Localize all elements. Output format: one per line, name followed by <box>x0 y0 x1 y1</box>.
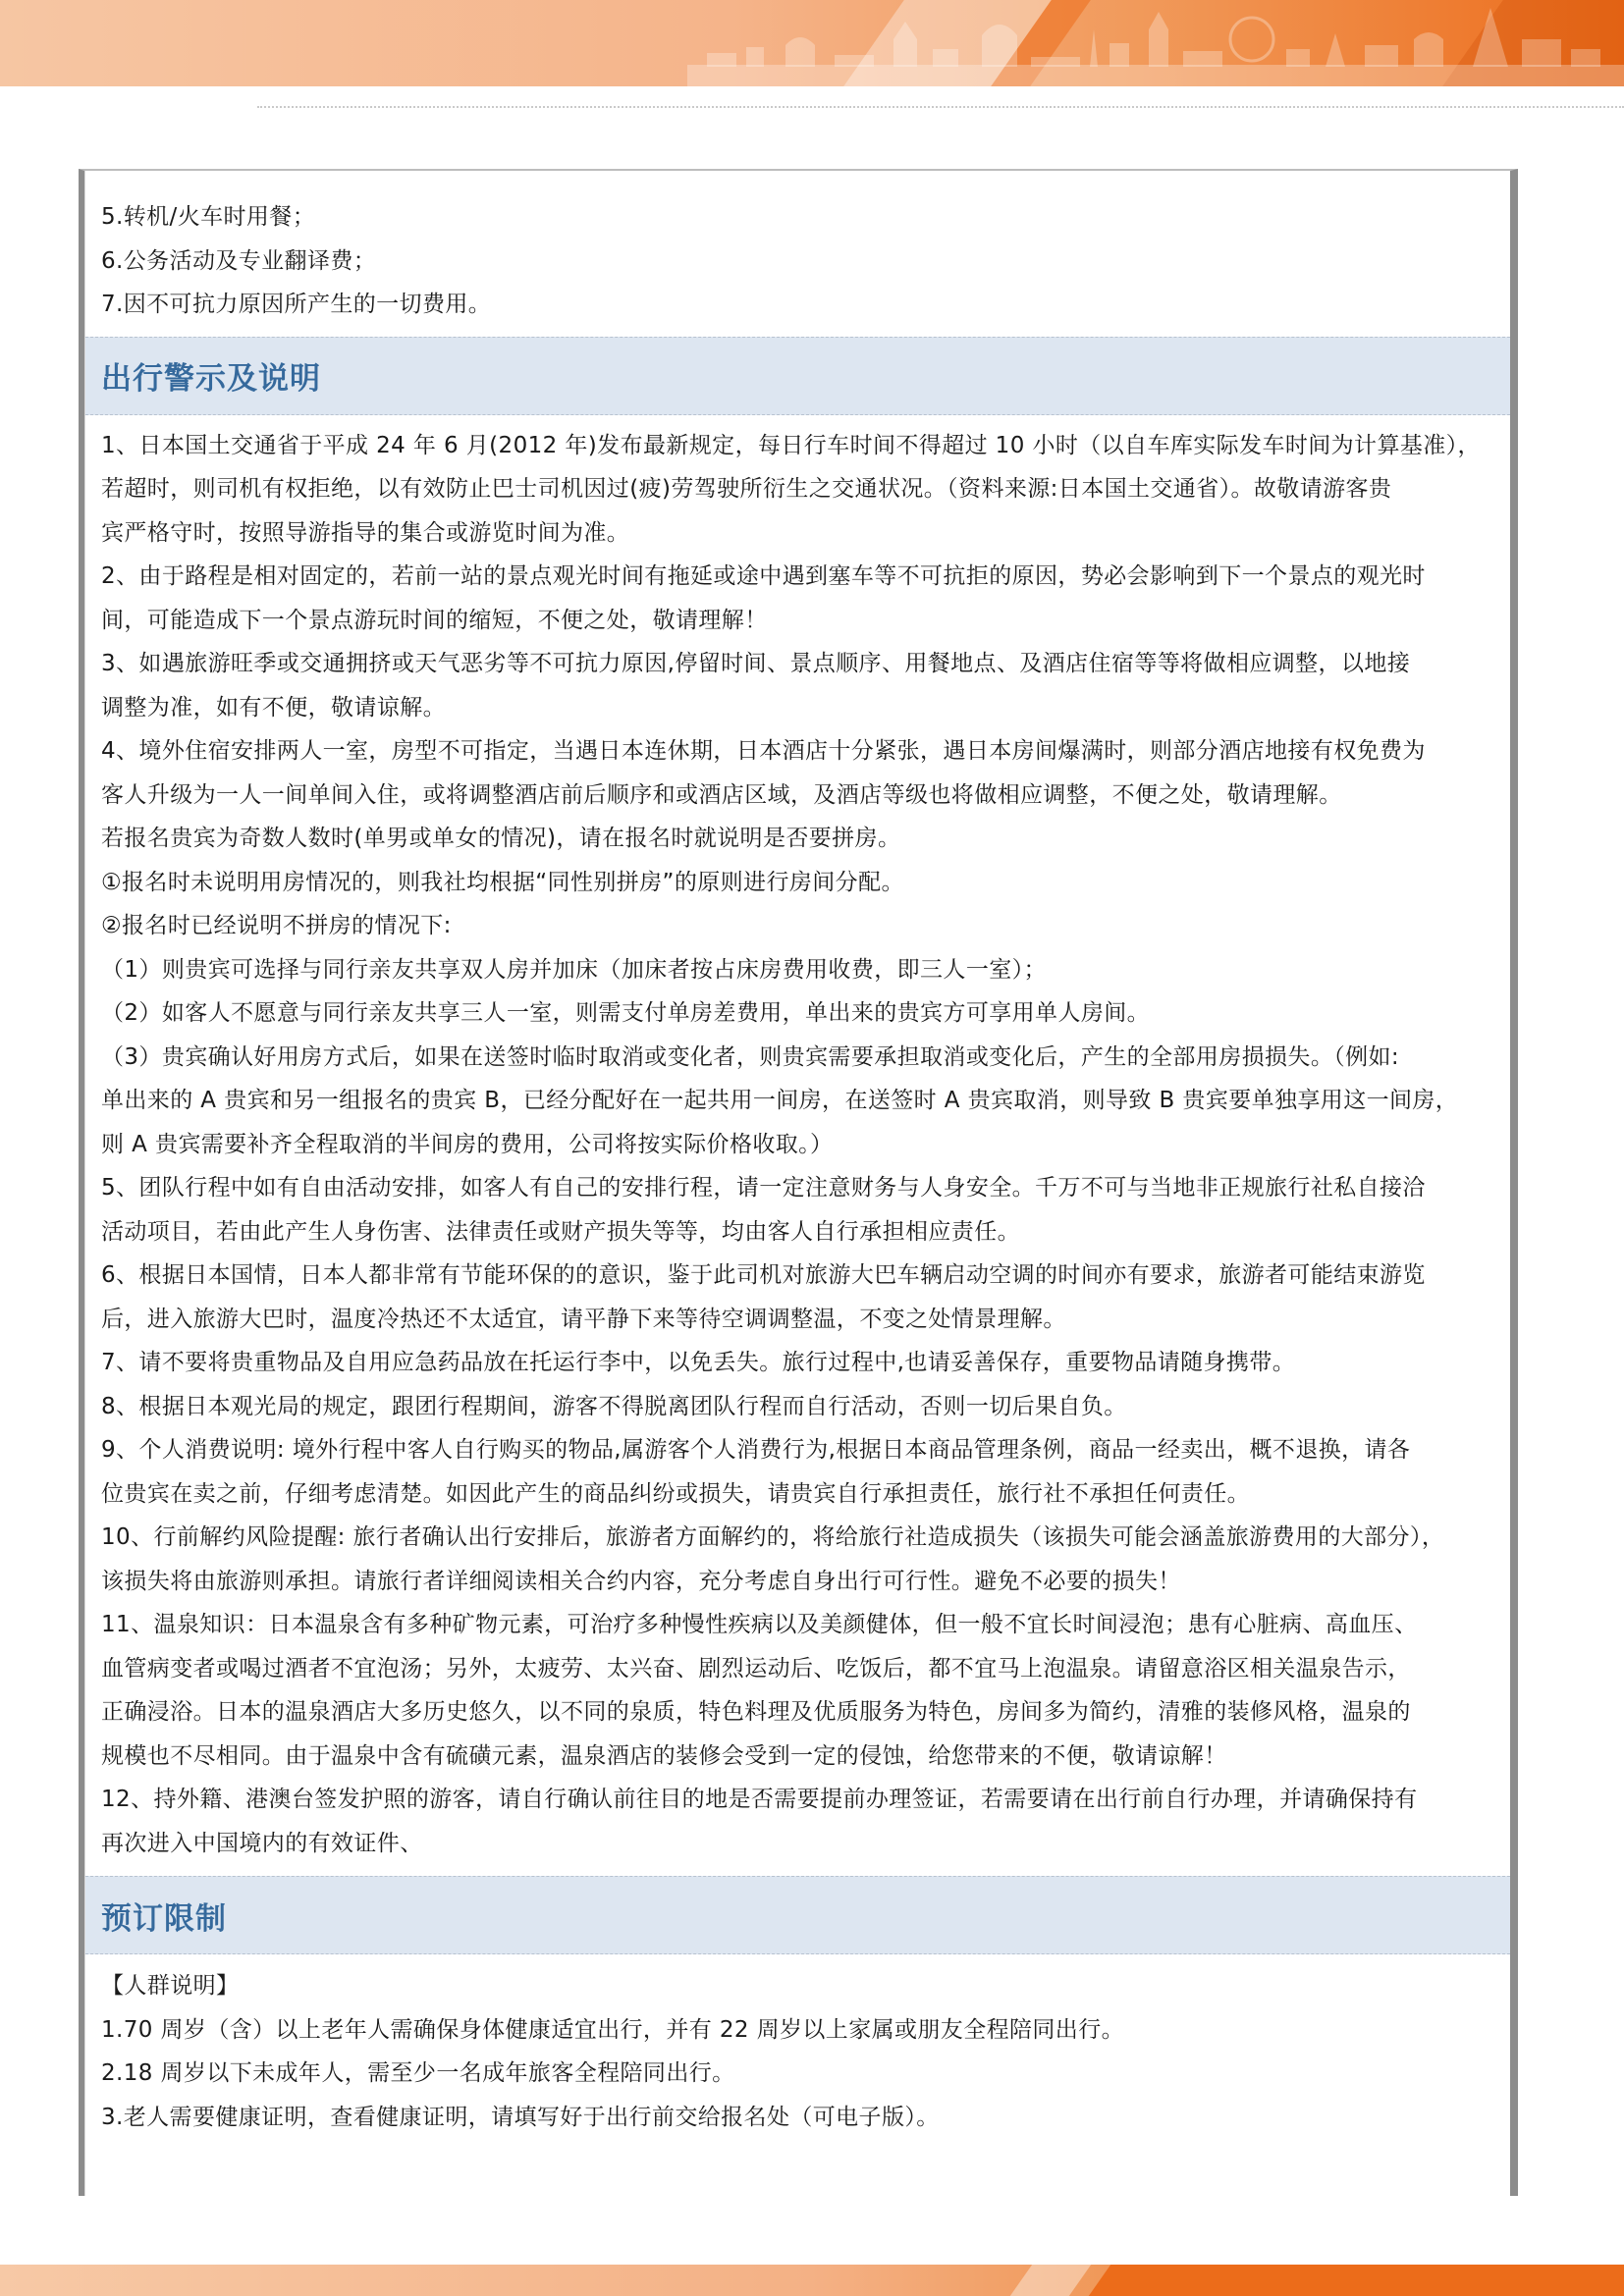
list-item: 6.公务活动及专业翻译费； <box>101 247 377 274</box>
paragraph-line: 2、由于路程是相对固定的，若前一站的景点观光时间有拖延或途中遇到塞车等不可抗拒的原因，势必会影响到下一个景点的观光时 <box>101 563 1426 589</box>
paragraph-line: 位贵宾在卖之前，仔细考虑清楚。如因此产生的商品纠纷或损失，请贵宾自行承担责任，旅行社不承担任何责任。 <box>101 1480 1250 1507</box>
bottom-banner <box>0 2265 1624 2296</box>
header-divider <box>257 106 1624 108</box>
paragraph-line: 7、请不要将贵重物品及自用应急药品放在托运行李中，以免丢失。旅行过程中,也请妥善保存，重要物品请随身携带。 <box>101 1350 1296 1375</box>
paragraph-line: （3）贵宾确认好用房方式后，如果在送签时临时取消或变化者，则贵宾需要承担取消或变化后，产生的全部用房损损失。（例如: <box>101 1043 1400 1070</box>
paragraph-line: 6、根据日本国情，日本人都非常有节能环保的的意识，鉴于此司机对旅游大巴车辆启动空调的时间亦有要求，旅游者可能结束游览 <box>101 1262 1426 1288</box>
paragraph-line: 该损失将由旅游则承担。请旅行者详细阅读相关合约内容，充分考虑自身出行可行性。避免不必要的损失！ <box>101 1568 1181 1594</box>
list-item: 7.因不可抗力原因所产生的一切费用。 <box>101 292 492 317</box>
section-header-warnings <box>85 337 1510 415</box>
warnings-list <box>85 424 1510 1866</box>
paragraph-line: 11、温泉知识：日本温泉含有多种矿物元素，可治疗多种慢性疾病以及美颜健体，但一般不宜长时间浸泡；患有心脏病、高血压、 <box>101 1612 1418 1637</box>
paragraph-line: 4、境外住宿安排两人一室，房型不可指定，当遇日本连休期，日本酒店十分紧张，遇日本房间爆满时，则部分酒店地接有权免费为 <box>101 738 1426 764</box>
paragraph-line: 宾严格守时，按照导游指导的集合或游览时间为准。 <box>101 519 630 546</box>
paragraph-line: 1、日本国土交通省于平成 24 年 6 月(2012 年)发布最新规定，每日行车时间不得超过 10 小时（以自车库实际发车时间为计算基准）， <box>101 432 1481 458</box>
paragraph-line: 3.老人需要健康证明，查看健康证明，请填写好于出行前交给报名处（可电子版）。 <box>101 2104 940 2130</box>
top-list <box>85 195 1510 327</box>
paragraph-line: （2）如客人不愿意与同行亲友共享三人一室，则需支付单房差费用，单出来的贵宾方可享用单人房间。 <box>101 1000 1151 1026</box>
paragraph-line: 活动项目，若由此产生人身伤害、法律责任或财产损失等等，均由客人自行承担相应责任。 <box>101 1218 1020 1245</box>
section-header-booking <box>85 1876 1510 1954</box>
paragraph-line: ①报名时未说明用房情况的，则我社均根据“同性别拼房”的原则进行房间分配。 <box>101 869 904 895</box>
paragraph-line: 【人群说明】 <box>101 1973 240 1999</box>
list-item: 5.转机/火车时用餐； <box>101 204 316 230</box>
paragraph-line: 1.70 周岁（含）以上老年人需确保身体健康适宜出行，并有 22 周岁以上家属或朋友全程陪同出行。 <box>101 2016 1125 2043</box>
paragraph-line: 若超时，则司机有权拒绝，以有效防止巴士司机因过(疲)劳驾驶所衍生之交通状况。（资料来源:日本国土交通省）。故敬请游客贵 <box>101 476 1392 502</box>
paragraph-line: 后，进入旅游大巴时，温度冷热还不太适宜，请平静下来等待空调调整温，不变之处情景理解。 <box>101 1306 1066 1332</box>
paragraph-line: 9、个人消费说明: 境外行程中客人自行购买的物品,属游客个人消费行为,根据日本商品管理条例，商品一经卖出，概不退换，请各 <box>101 1437 1411 1463</box>
paragraph-line: 12、持外籍、港澳台签发护照的游客，请自行确认前往目的地是否需要提前办理签证，若需要请在出行前自行办理，并请确保持有 <box>101 1787 1418 1812</box>
paragraph-line: 正确浸浴。日本的温泉酒店大多历史悠久，以不同的泉质，特色料理及优质服务为特色，房间多为简约，清雅的装修风格，温泉的 <box>101 1699 1411 1725</box>
paragraph-line: 血管病变者或喝过酒者不宜泡汤；另外，太疲劳、太兴奋、剧烈运动后、吃饭后，都不宜马上泡温泉。请留意浴区相关温泉告示， <box>101 1655 1411 1682</box>
paragraph-line: 8、根据日本观光局的规定，跟团行程期间，游客不得脱离团队行程而自行活动，否则一切后果自负。 <box>101 1393 1127 1419</box>
paragraph-line: 间，可能造成下一个景点游玩时间的缩短，不便之处，敬请理解！ <box>101 607 768 633</box>
paragraph-line: ②报名时已经说明不拼房的情况下: <box>101 913 452 938</box>
paragraph-line: 再次进入中国境内的有效证件、 <box>101 1830 423 1856</box>
paragraph-line: 调整为准，如有不便，敬请谅解。 <box>101 694 446 721</box>
paragraph-line: 若报名贵宾为奇数人数时(单男或单女的情况)，请在报名时就说明是否要拼房。 <box>101 826 901 851</box>
city-skyline-icon <box>687 0 1624 86</box>
paragraph-line: 5、团队行程中如有自由活动安排，如客人有自己的安排行程，请一定注意财务与人身安全。千万不可与当地非正规旅行社私自接洽 <box>101 1175 1426 1201</box>
paragraph-line: 10、行前解约风险提醒: 旅行者确认出行安排后，旅游者方面解约的，将给旅行社造成损失（该损失可能会涵盖旅游费用的大部分）， <box>101 1524 1445 1550</box>
paragraph-line: 则 A 贵宾需要补齐全程取消的半间房的费用，公司将按实际价格收取。） <box>101 1131 834 1157</box>
paragraph-line: 客人升级为一人一间单间入住，或将调整酒店前后顺序和或酒店区域，及酒店等级也将做相应调整，不便之处，敬请理解。 <box>101 781 1342 808</box>
paragraph-line: 2.18 周岁以下未成年人，需至少一名成年旅客全程陪同出行。 <box>101 2060 735 2086</box>
paragraph-line: 单出来的 A 贵宾和另一组报名的贵宾 B，已经分配好在一起共用一间房，在送签时 A 贵宾取消，则导致 B 贵宾要单独享用这一间房， <box>101 1088 1459 1113</box>
booking-list <box>85 1964 1510 2139</box>
top-banner <box>0 0 1624 86</box>
section-title: 出行警示及说明 <box>101 361 321 397</box>
content-panel <box>79 169 1518 2196</box>
paragraph-line: 规模也不尽相同。由于温泉中含有硫磺元素，温泉酒店的装修会受到一定的侵蚀，给您带来的不便，敬请谅解！ <box>101 1742 1227 1769</box>
section-title: 预订限制 <box>101 1900 227 1937</box>
paragraph-line: （1）则贵宾可选择与同行亲友共享双人房并加床（加床者按占床房费用收费，即三人一室）； <box>101 956 1047 983</box>
paragraph-line: 3、如遇旅游旺季或交通拥挤或天气恶劣等不可抗力原因,停留时间、景点顺序、用餐地点、及酒店住宿等等将做相应调整，以地接 <box>101 651 1411 676</box>
